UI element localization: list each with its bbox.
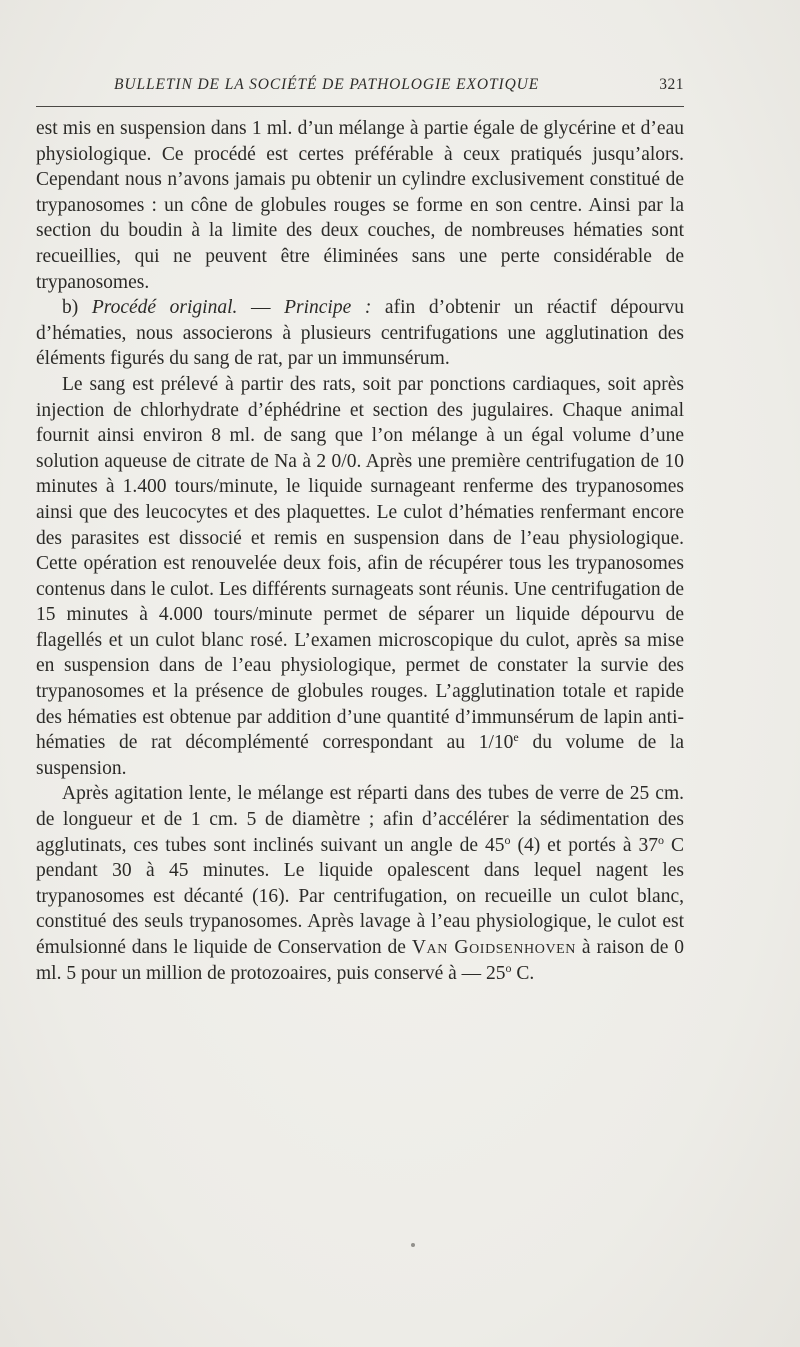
page-header: [114, 74, 684, 98]
section-title: Procédé original.: [91, 297, 238, 319]
paragraph-4-text-e: C.: [511, 962, 535, 984]
paragraph-4: [36, 781, 684, 986]
section-subtitle: Principe :: [284, 297, 372, 319]
paragraph-3-text-a: Le sang est prélevé à partir des rats, soit par ponctions cardiaques, soit après injection de chlorhydrate d’éphédrine et section des jugulaires. Chaque animal fournit ainsi environ 8 ml. de sang que l’on mélange à un égal volume d’une solution aqueuse de citrate de Na à 2 0/0. Après une première centrifugation de 10 minutes à 1.400 tours/minute, le liquide surnageant renferme des trypanosomes ainsi que des leucocytes et des plaquettes. Le culot d’hématies renfermant encore des parasites est dissocié et remis en suspension dans de l’eau physiologique. Cette opération est renouvelée deux fois, afin de récupérer tous les trypanosomes contenus dans le culot. Les différents surnageats sont réunis. Une centrifugation de 15 minutes à 4.000 tours/minute permet de séparer un liquide dépourvu de flagellés et un culot blanc rosé. L’examen microscopique du culot, après sa mise en suspension dans de l’eau physiologique, permet de constater la survie des trypanosomes et la présence de globules rouges. L’agglutination totale et rapide des hématies est obtenue par addition d’une quantité d’immunsérum de lapin anti-hématies de rat décomplémenté correspondant au 1/10: [36, 373, 684, 754]
section-label: b): [62, 297, 79, 319]
paragraph-1-text: est mis en suspension dans 1 ml. d’un mélange à partie égale de glycérine et d’eau physiologique. Ce procédé est certes préférable à ceux pratiqués jusqu’alors. Cependant nous n’avons jamais pu obtenir un cylindre exclusivement constitué de trypanosomes : un cône de globules rouges se forme en son centre. Ainsi par la section du boudin à la limite des deux couches, de nombreuses hématies sont recueillies, qui ne peuvent être éliminées sans une perte considérable de trypanosomes.: [36, 118, 684, 293]
print-mark: [411, 1243, 415, 1247]
degree-superscript-2: o: [658, 832, 665, 847]
paragraph-4-text-a: Après agitation lente, le mélange est réparti dans des tubes de verre de 25 cm. de longueur et de 1 cm. 5 de diamètre ; afin d’accélérer la sédimentation des agglutinats, ces tubes sont inclinés suivant un angle de 45: [36, 783, 684, 856]
body-text: [36, 116, 684, 986]
paragraph-3-superscript: e: [513, 730, 519, 745]
paragraph-2-text: afin d’obtenir un réactif dépourvu d’hématies, nous associerons à plusieurs centrifugations une agglutination des éléments figurés du sang de rat, par un immunsérum.: [36, 297, 685, 370]
degree-superscript-3: o: [505, 960, 512, 975]
degree-superscript-1: o: [504, 832, 511, 847]
section-dash: —: [237, 297, 285, 319]
paragraph-3-text-b: du volume de la suspension.: [36, 732, 684, 779]
paragraph-4-text-b: (4) et portés à 37: [510, 834, 659, 856]
header-rule: [36, 106, 684, 107]
paragraph-3: [36, 372, 684, 782]
paragraph-1: [36, 116, 684, 295]
paragraph-2: [36, 295, 684, 372]
paragraph-4-text-d: à raison de 0 ml. 5 pour un million de protozoaires, puis conservé à — 25: [36, 937, 685, 984]
author-name: Van Goidsenhoven: [411, 937, 577, 958]
page-number: 321: [659, 76, 684, 93]
paragraph-4-text-c: C pendant 30 à 45 minutes. Le liquide opalescent dans lequel nagent les trypanosomes est décanté (16). Par centrifugation, on recueille un culot blanc, constitué des seuls trypanosomes. Après lavage à l’eau physiologique, le culot est émulsionné dans le liquide de Conservation de: [36, 834, 685, 958]
running-title: BULLETIN DE LA SOCIÉTÉ DE PATHOLOGIE EXOTIQUE: [114, 76, 540, 93]
